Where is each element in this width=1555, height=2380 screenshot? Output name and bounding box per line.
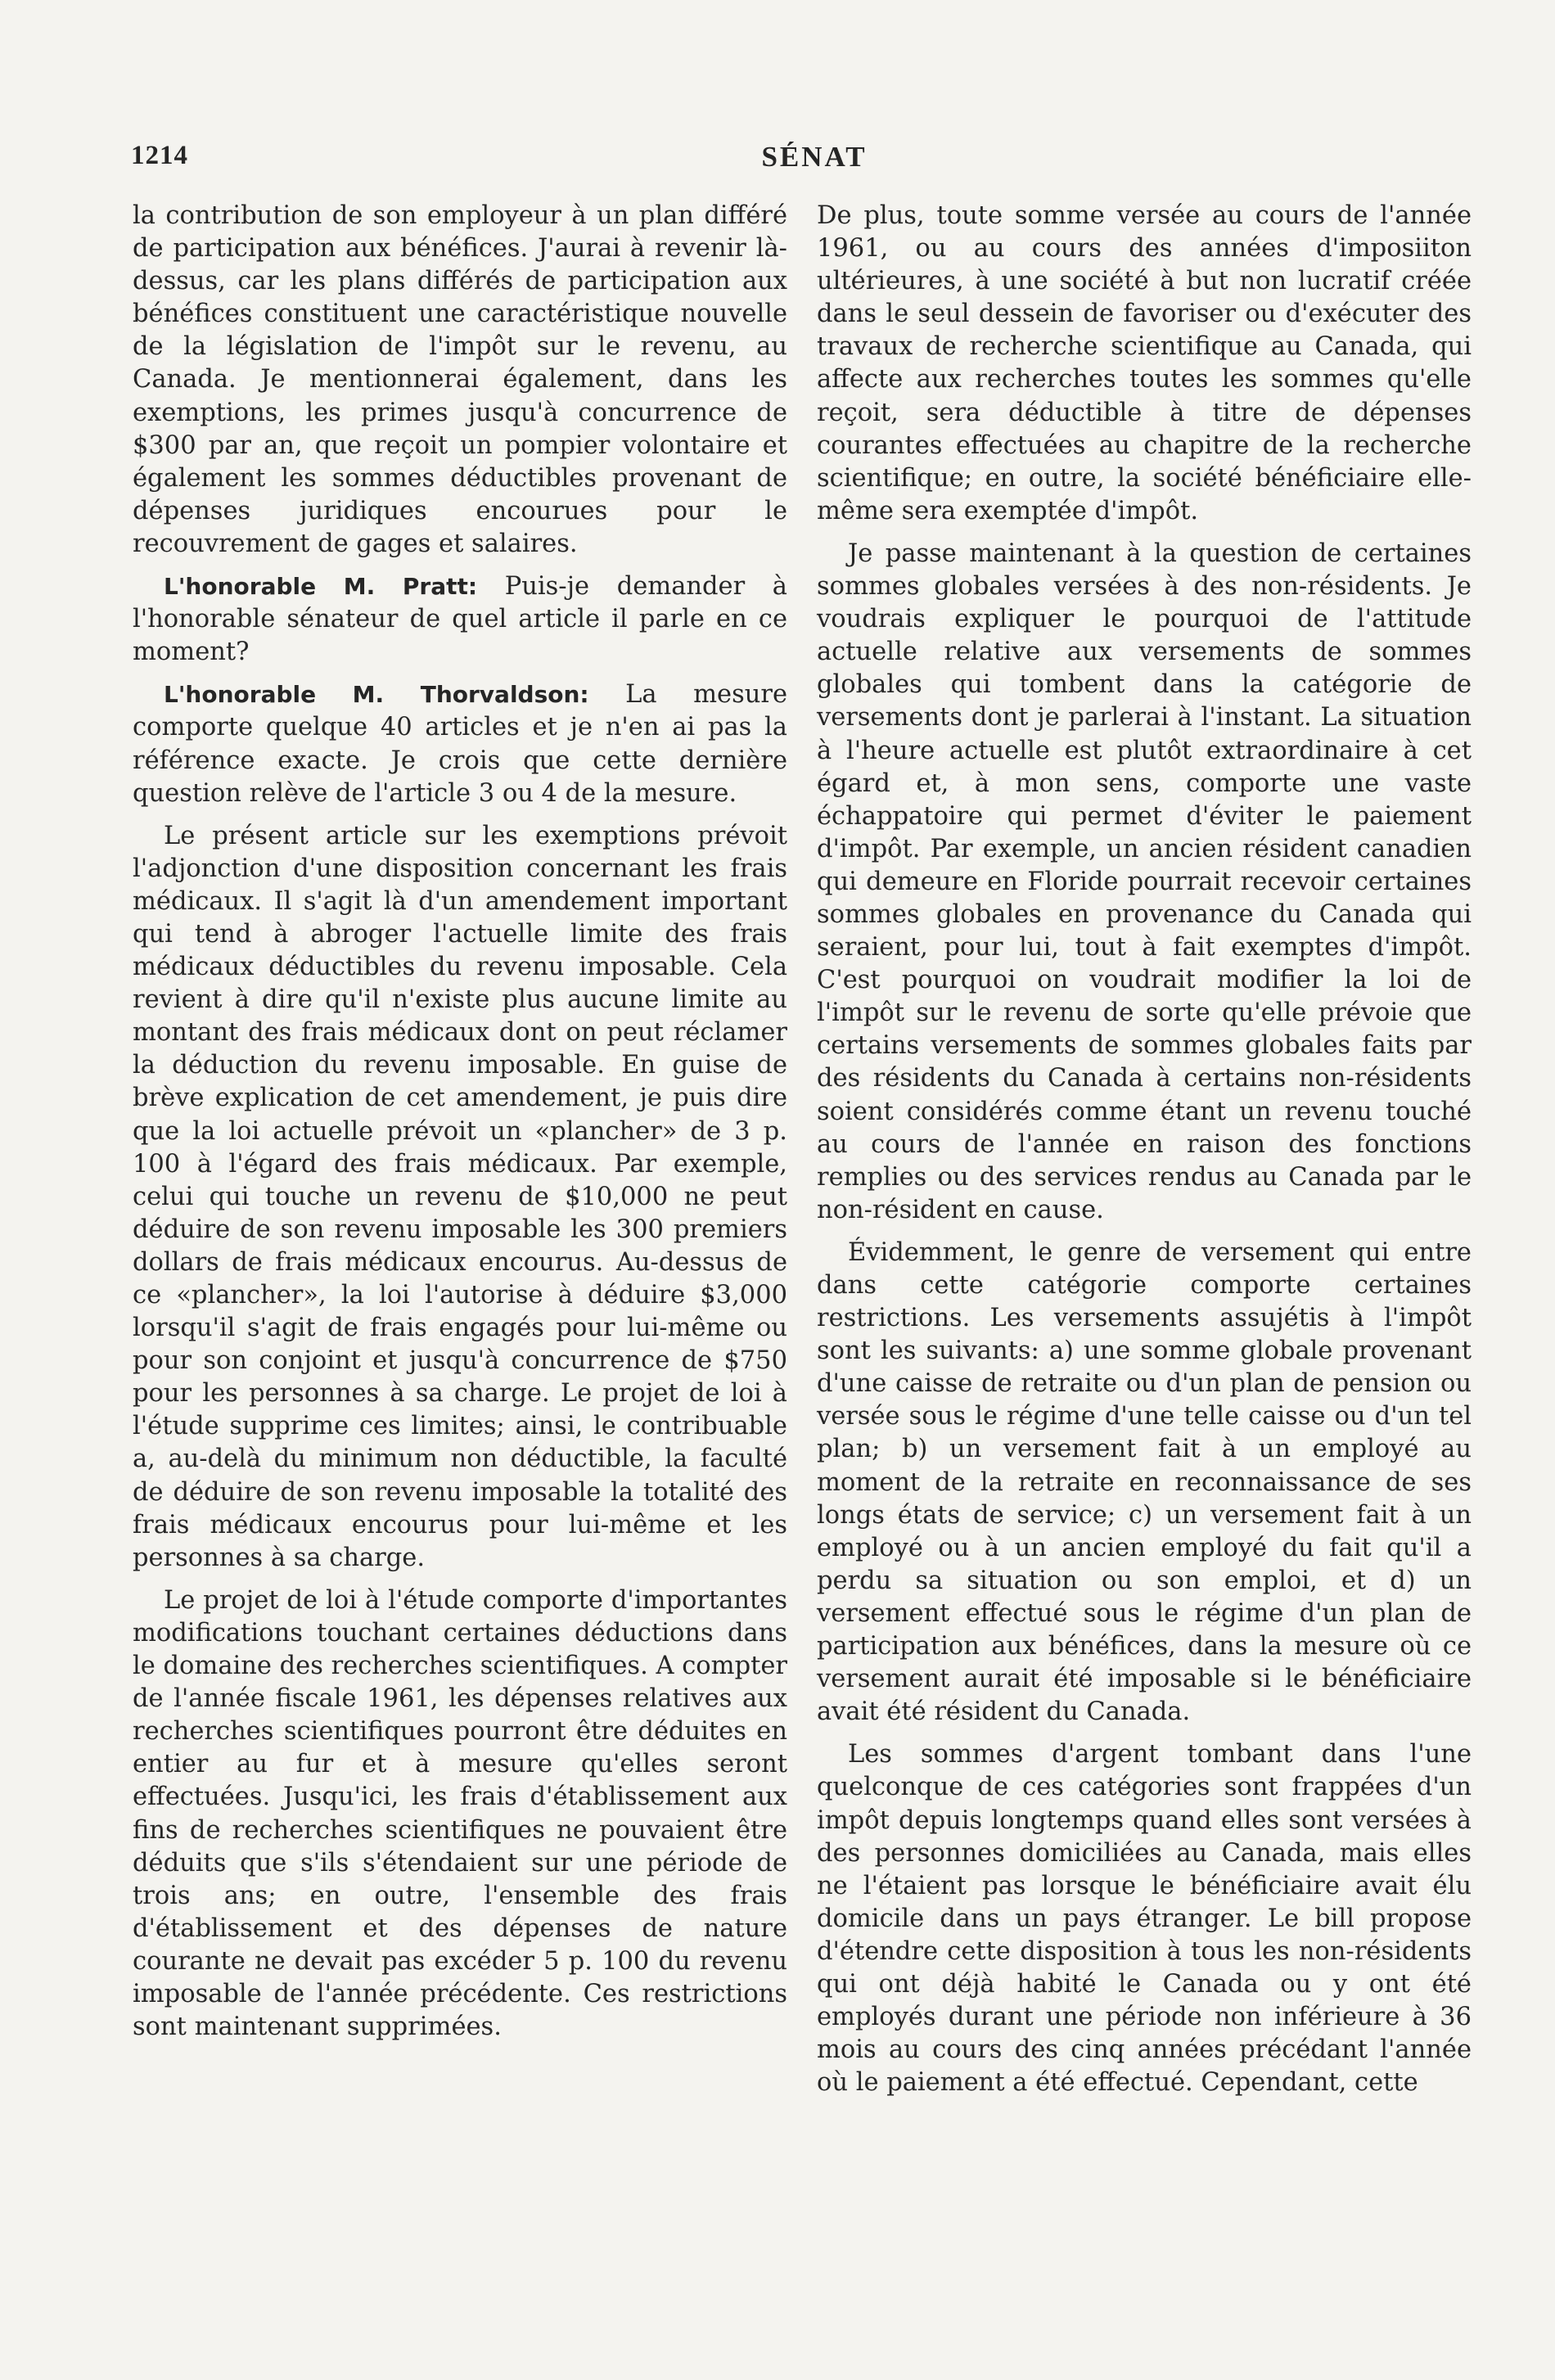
speech-text: La mesure comporte quelque 40 articles et je n'en ai pas la référence exacte. Je crois que cette dernière question relève de l'article 3 ou 4 de la mesure. — [133, 680, 787, 808]
speech-text: Puis-je demander à l'honorable sénateur de quel article il parle en ce moment? — [133, 572, 787, 667]
paragraph: Le projet de loi à l'étude comporte d'importantes modifications touchant certaines déductions dans le domaine des recherches scientifiques. A compter de l'année fiscale 1961, les dépenses relatives aux recherches scientifiques pourront être déduites en entier au fur et à mesure qu'elles seront effectuées. Jusqu'ici, les frais d'établissement aux fins de recherches scientifiques ne pouvaient être déduits que s'ils s'étendaient sur une période de trois ans; en outre, l'ensemble des frais d'établissement et des dépenses de nature courante ne devait pas excéder 5 p. 100 du revenu imposable de l'année précédente. Ces restrictions sont maintenant supprimées. — [133, 1585, 787, 2042]
paragraph: De plus, toute somme versée au cours de l'année 1961, ou au cours des années d'imposiiton ultérieures, à une société à but non lucratif créée dans le seul dessein de favoriser ou d'exécuter des travaux de recherche scientifique au Canada, qui affecte aux recherches toutes les sommes qu'elle reçoit, sera déductible à titre de dépenses courantes effectuées au chapitre de la recherche scientifique; en outre, la société bénéficiaire elle-même sera exemptée d'impôt. — [817, 201, 1472, 525]
paragraph: Le présent article sur les exemptions prévoit l'adjonction d'une disposition concernant les frais médicaux. Il s'agit là d'un amendement important qui tend à abroger l'actuelle limite des frais médicaux déductibles du revenu imposable. Cela revient à dire qu'il n'existe plus aucune limite au montant des frais médicaux dont on peut réclamer la déduction du revenu imposable. En guise de brève explication de cet amendement, je puis dire que la loi actuelle prévoit un «plancher» de 3 p. 100 à l'égard des frais médicaux. Par exemple, celui qui touche un revenu de $10,000 ne peut déduire de son revenu imposable les 300 premiers dollars de frais médicaux encourus. Au-dessus de ce «plancher», la loi l'autorise à déduire $3,000 lorsqu'il s'agit de frais engagés pour lui-même ou pour son conjoint et jusqu'à concurrence de $750 pour les personnes à sa charge. Le projet de loi à l'étude supprime ces limites; ainsi, le contribuable a, au-delà du minimum non déductible, la faculté de déduire de son revenu imposable la totalité des frais médicaux encourus pour lui-même et les personnes à sa charge. — [133, 821, 787, 1572]
paragraph: la contribution de son employeur à un plan différé de participation aux bénéfices. J'aurai à revenir là-dessus, car les plans différés de participation aux bénéfices constituent une caractéristique nouvelle de la législation de l'impôt sur le revenu, au Canada. Je mentionnerai également, dans les exemptions, les primes jusqu'à concurrence de $300 par an, que reçoit un pompier volontaire et également les sommes déductibles provenant de dépenses juridiques encourues pour le recouvrement de gages et salaires. — [133, 201, 787, 558]
paragraph: Je passe maintenant à la question de certaines sommes globales versées à des non-résidents. Je voudrais expliquer le pourquoi de l'attitude actuelle relative aux versements de sommes globales qui tombent dans la catégorie de versements dont je parlerai à l'instant. La situation à l'heure actuelle est plutôt extraordinaire à cet égard et, à mon sens, comporte une vaste échappatoire qui permet d'éviter le paiement d'impôt. Par exemple, un ancien résident canadien qui demeure en Floride pourrait recevoir certaines sommes globales en provenance du Canada qui seraient, pour lui, tout à fait exemptes d'impôt. C'est pourquoi on voudrait modifier la loi de l'impôt sur le revenu de sorte qu'elle prévoie que certains versements de sommes globales faits par des résidents du Canada à certains non-résidents soient considérés comme étant un revenu touché au cours de l'année en raison des fonctions remplies ou des services rendus au Canada par le non-résident en cause. — [817, 539, 1472, 1224]
right-column — [817, 200, 1472, 2109]
left-column — [133, 200, 787, 2053]
page-number: 1214 — [131, 141, 188, 170]
running-head: SÉNAT — [761, 141, 868, 173]
page-header — [131, 141, 1498, 182]
speaker-name: L'honorable M. Pratt: — [164, 573, 478, 601]
speaker-name: L'honorable M. Thorvaldson: — [164, 681, 589, 709]
speech-paragraph — [133, 678, 787, 809]
paragraph: Évidemment, le genre de versement qui entre dans cette catégorie comporte certaines restrictions. Les versements assujétis à l'impôt sont les suivants: a) une somme globale provenant d'une caisse de retraite ou d'un plan de pension ou versée sous le régime d'une telle caisse ou d'un tel plan; b) un versement fait à un employé au moment de la retraite en reconnaissance de ses longs états de service; c) un versement fait à un employé ou à un ancien employé du fait qu'il a perdu sa situation ou son emploi, et d) un versement effectué sous le régime d'un plan de participation aux bénéfices, dans la mesure où ce versement aurait été imposable si le bénéficiaire avait été résident du Canada. — [817, 1237, 1472, 1727]
paragraph: Les sommes d'argent tombant dans l'une quelconque de ces catégories sont frappées d'un impôt depuis longtemps quand elles sont versées à des personnes domiciliées au Canada, mais elles ne l'étaient pas lorsque le bénéficiaire avait élu domicile dans un pays étranger. Le bill propose d'étendre cette disposition à tous les non-résidents qui ont déjà habité le Canada ou y ont été employés durant une période non inférieure à 36 mois au cours des cinq années précédant l'année où le paiement a été effectué. Cependant, cette — [817, 1740, 1472, 2098]
speech-paragraph — [133, 570, 787, 669]
